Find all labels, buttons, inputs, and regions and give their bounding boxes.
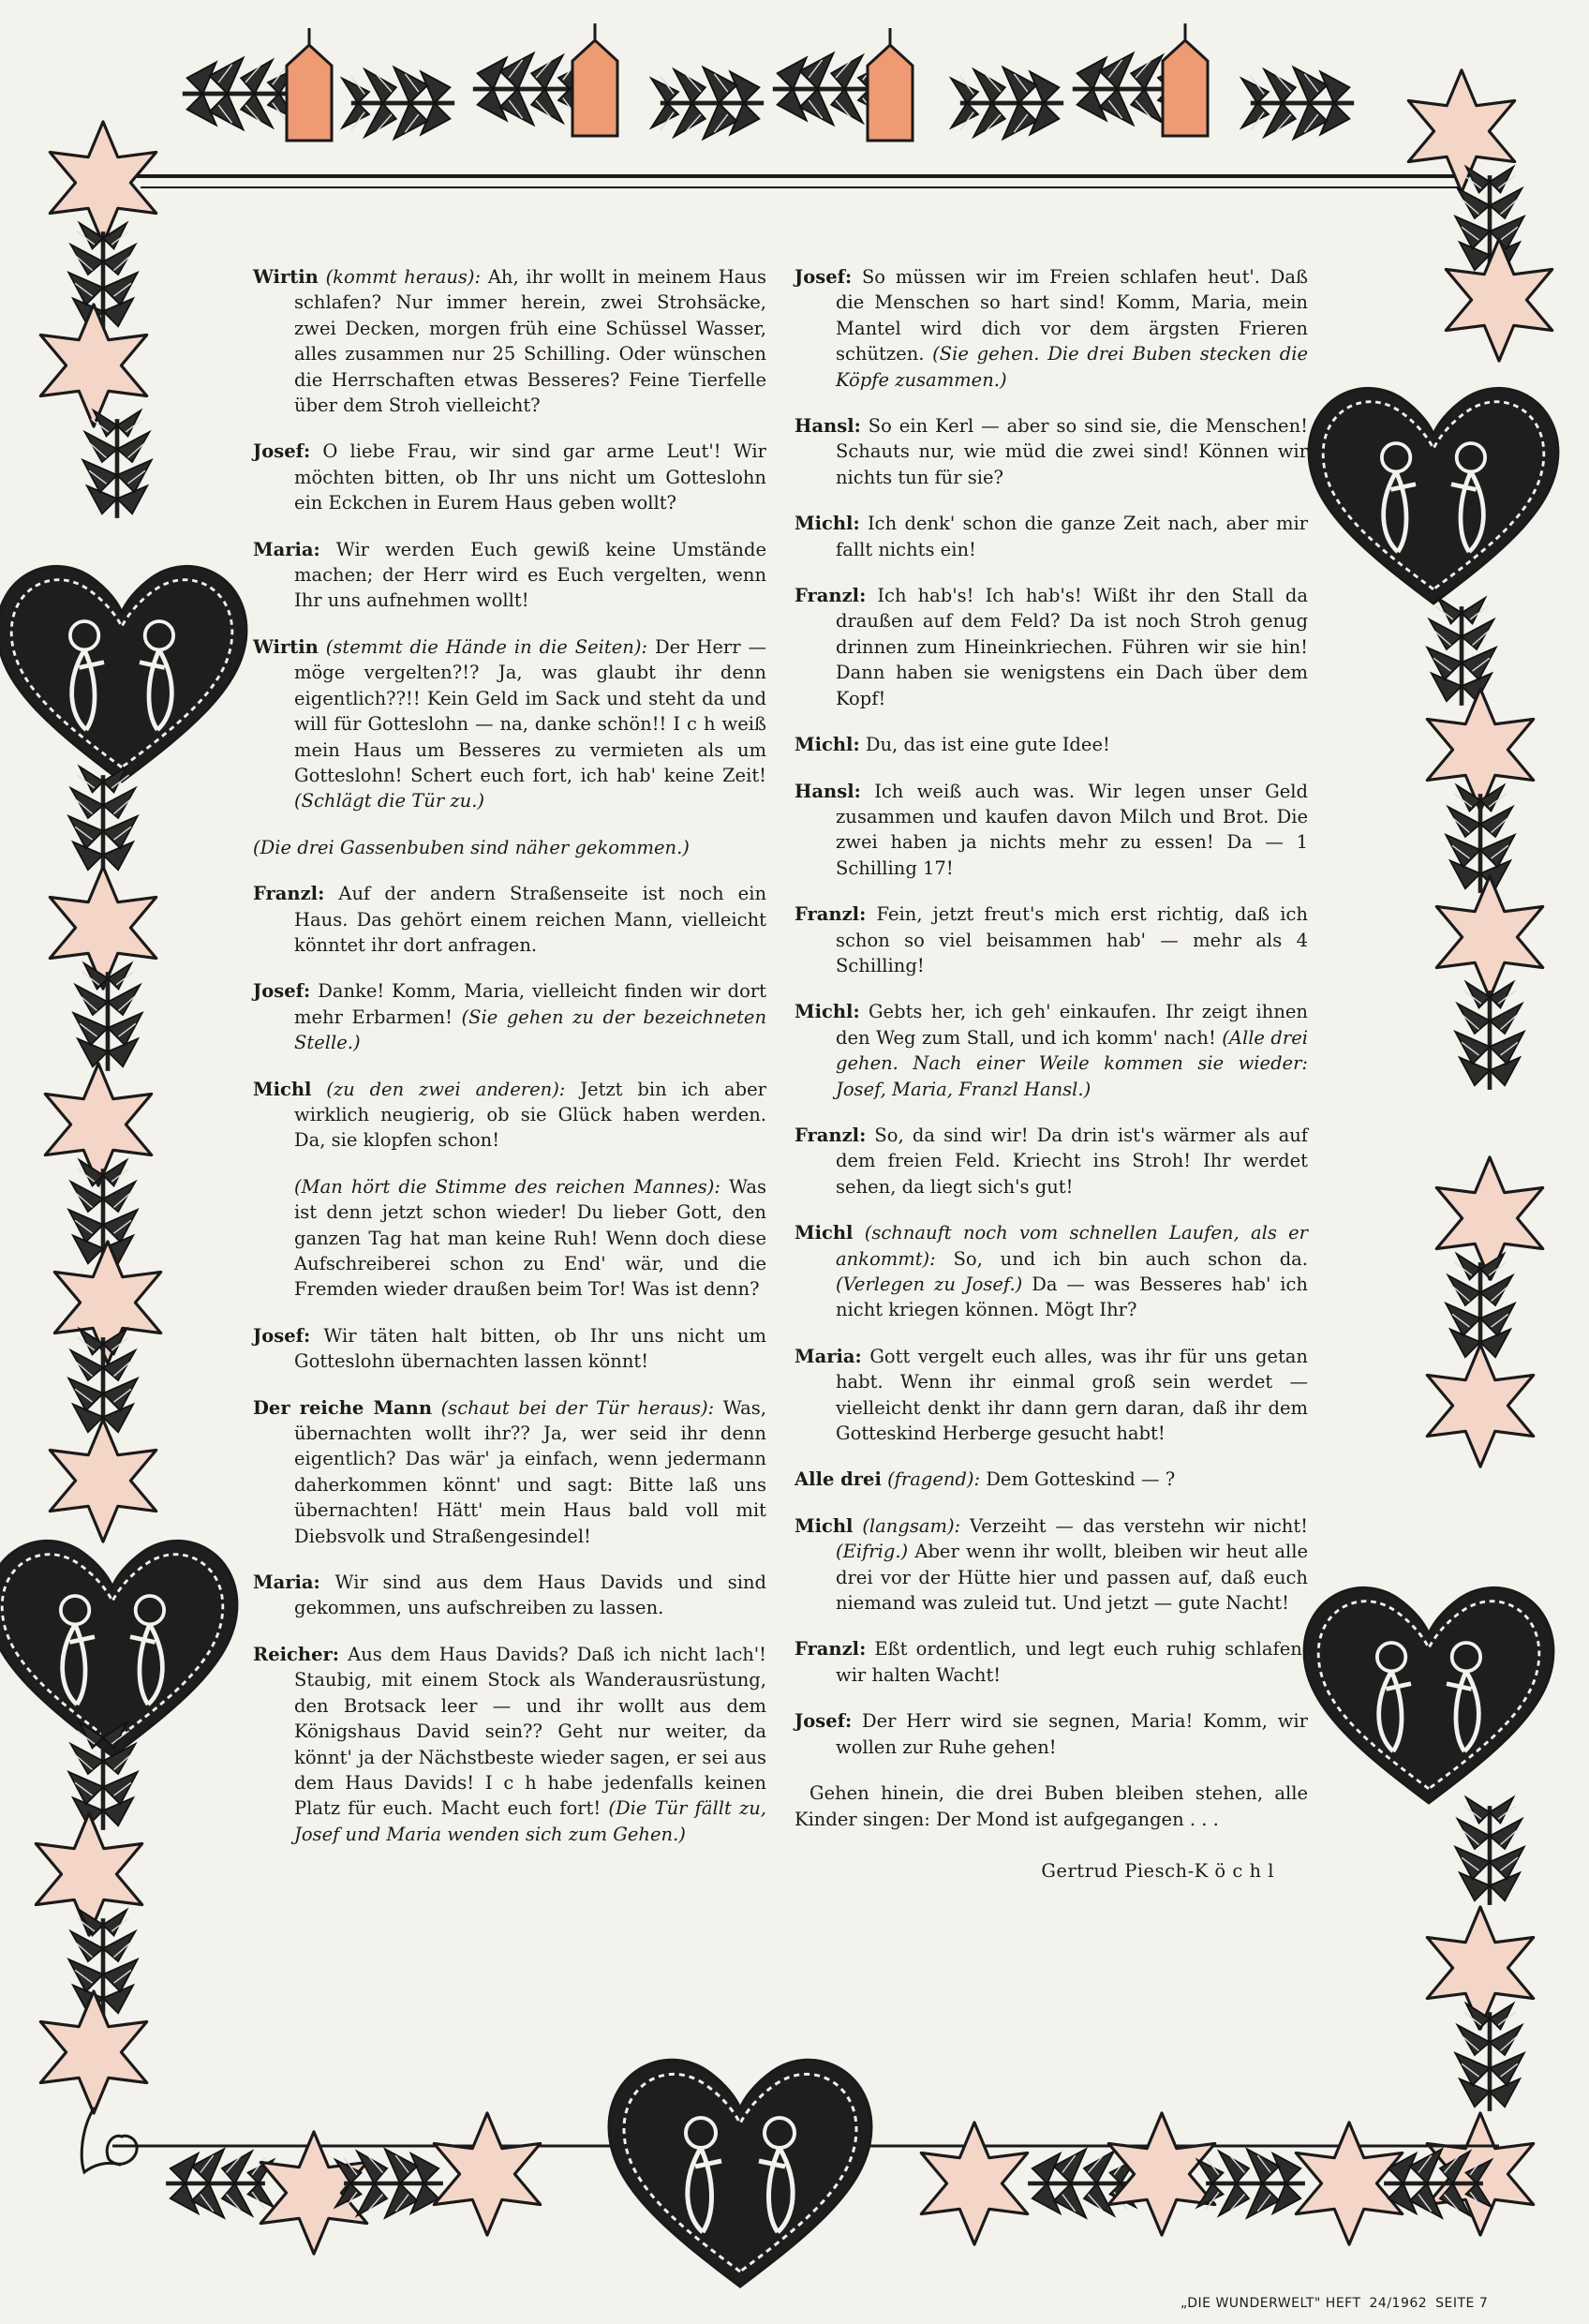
dialogue-paragraph	[253, 264, 766, 418]
speaker-name: Josef:	[253, 1324, 311, 1347]
stage-direction: (Sie gehen zu der bezeichneten Stelle.)	[294, 1006, 767, 1054]
spoken-text: Aus dem Haus Davids? Daß ich nicht lach'! Staubig, mit einem Stock als Wanderausrüstung, den Brotsack leer — und ihr wollt aus dem Königshaus David sein?? Geht nur weiter, da könnt' ja der Nächstbeste wieder sagen, er sei aus dem Haus Davids! I c h habe jedenfalls keinen Platz für euch. Macht euch fort!	[294, 1643, 767, 1820]
dialogue-paragraph	[794, 1123, 1308, 1199]
page-number: SEITE 7	[1435, 2296, 1489, 2311]
spoken-text: Ich hab's! Ich hab's! Wißt ihr den Stall da draußen auf dem Feld? Da ist noch Stroh genug drinnen zum Hineinkriechen. Führen wir sie hin! Dann haben sie wenigstens ein Dach über dem Kopf!	[836, 585, 1308, 709]
right-text-column	[794, 264, 1308, 1902]
speaker-name: Franzl:	[253, 883, 325, 905]
stage-direction: (schaut bei der Tür heraus):	[440, 1396, 715, 1419]
issue-number: 24/1962	[1369, 2296, 1428, 2311]
stage-direction: (Schlägt die Tür zu.)	[294, 790, 485, 812]
spoken-text: Du, das ist eine gute Idee!	[865, 734, 1110, 756]
stage-direction: (zu den zwei anderen):	[326, 1078, 566, 1100]
spoken-text: Eßt ordentlich, und legt euch ruhig schlafen, wir halten Wacht!	[836, 1638, 1309, 1686]
dialogue-paragraph	[794, 1344, 1308, 1447]
spoken-text: Der Herr — möge vergelten?!? Ja, was glaubt ihr denn eigentlich??!! Kein Geld im Sack und steht da und will für Gotteslohn — na, danke schön!! I c h weiß mein Haus um Besseres zu vermieten als um Gotteslohn! Schert euch fort, ich hab' keine Zeit!	[294, 635, 766, 786]
speaker-name: Alle drei	[794, 1468, 882, 1491]
speaker-name: Wirtin	[253, 635, 319, 658]
speaker-name: Franzl:	[794, 1124, 867, 1146]
speaker-name: Reicher:	[253, 1643, 339, 1665]
speaker-name: Franzl:	[794, 1638, 867, 1661]
dialogue-paragraph	[253, 1077, 766, 1154]
speaker-name: Maria:	[253, 538, 320, 560]
spoken-text: Was ist denn jetzt schon wieder! Du lieber Gott, den ganzen Tag hat man keine Ruh! Wenn doch diese Aufschreiberei schon zu End' wär, und die Fremden wieder draußen beim Tor! Was ist denn?	[294, 1175, 766, 1301]
speaker-name: Michl:	[794, 1001, 860, 1023]
dialogue-paragraph	[253, 537, 766, 614]
spoken-text: Wir sind aus dem Haus Davids und sind gekommen, uns aufschreiben zu lassen.	[294, 1572, 766, 1619]
dialogue-paragraph	[794, 779, 1308, 882]
dialogue-paragraph	[794, 1513, 1308, 1616]
spoken-text: Gott vergelt euch alles, was ihr für uns getan habt. Wenn ihr einmal groß sein werdet — vielleicht denkt ihr dann gern daran, daß ihr dem Gotteskind Herberge gesucht habt!	[836, 1345, 1308, 1445]
artist-monogram-icon	[66, 2099, 169, 2183]
stage-direction: (schnauft noch vom schnellen Laufen, als er ankommt):	[836, 1222, 1308, 1270]
closing-stage-note: Gehen hinein, die drei Buben bleiben stehen, alle Kinder singen: Der Mond ist aufgegangen . . .	[794, 1782, 1308, 1830]
spoken-text: So müssen wir im Freien schlafen heut'. Daß die Menschen so hart sind! Komm, Maria, mein Mantel wird dich vor dem ärgsten Frieren schützen.	[836, 266, 1309, 365]
dialogue-paragraph	[253, 1395, 766, 1549]
dialogue-paragraph	[253, 881, 766, 958]
stage-direction: (Sie gehen. Die drei Buben stecken die Köpfe zusammen.)	[836, 343, 1308, 391]
dialogue-paragraph	[794, 264, 1308, 393]
stage-direction: (Man hört die Stimme des reichen Mannes):	[294, 1175, 720, 1198]
magazine-name: „DIE WUNDERWELT" HEFT	[1181, 2296, 1361, 2311]
stage-direction: (Die Tür fällt zu, Josef und Maria wenden sich zum Gehen.)	[294, 1797, 766, 1845]
spoken-text: (Die drei Gassenbuben sind näher gekommen.)	[253, 836, 690, 858]
dialogue-paragraph	[794, 413, 1308, 490]
dialogue-paragraph	[253, 1174, 766, 1303]
spoken-text: Wir täten halt bitten, ob Ihr uns nicht um Gotteslohn übernachten lassen könnt!	[294, 1324, 766, 1373]
dialogue-paragraph	[794, 1708, 1308, 1760]
dialogue-paragraph	[794, 511, 1308, 562]
dialogue-paragraph	[253, 1323, 766, 1375]
stage-direction	[253, 835, 766, 860]
stage-direction: (Alle drei gehen. Nach einer Weile kommen sie wieder: Josef, Maria, Franzl Hansl.)	[836, 1026, 1309, 1100]
dialogue-paragraph	[794, 1220, 1308, 1323]
spoken-text: So, und ich bin auch schon da.	[953, 1247, 1309, 1270]
spoken-text: Der Herr wird sie segnen, Maria! Komm, wir wollen zur Ruhe gehen!	[836, 1710, 1308, 1758]
speaker-name: Michl:	[794, 734, 860, 756]
left-text-column	[253, 264, 766, 1868]
stage-direction: (kommt heraus):	[325, 266, 482, 288]
speaker-name: Josef:	[794, 266, 853, 288]
speaker-name: Josef:	[253, 440, 311, 463]
dialogue-paragraph	[794, 1467, 1308, 1492]
dialogue-paragraph	[794, 999, 1308, 1102]
speaker-name: Maria:	[794, 1345, 862, 1367]
spoken-text: Verzeiht — das verstehn wir nicht!	[969, 1514, 1309, 1537]
spoken-text: So ein Kerl — aber so sind sie, die Menschen! Schauts nur, wie müd die zwei sind! Können wir nichts tun für sie?	[836, 415, 1308, 488]
stage-direction: (Verlegen zu Josef.)	[836, 1274, 1023, 1295]
spoken-text: Ich weiß auch was. Wir legen unser Geld zusammen und kaufen davon Milch und Brot. Die zwei haben ja nichts mehr zu essen! Da — 1 Schilling 17!	[836, 780, 1308, 879]
speaker-name: Michl	[253, 1078, 312, 1100]
speaker-name: Josef:	[794, 1710, 853, 1733]
spoken-text: Ah, ihr wollt in meinem Haus schlafen? Nur immer herein, zwei Strohsäcke, zwei Decken, morgen früh eine Schüssel Wasser, alles zusammen nur 25 Schilling. Oder wünschen die Herrschaften etwas Besseres? Feine Tierfelle über dem Stroh vielleicht?	[294, 266, 766, 417]
dialogue-paragraph	[794, 732, 1308, 757]
spoken-text: Was, übernachten wollt ihr?? Ja, wer seid ihr denn eigentlich? Das wär' ja einfach, wenn jedermann daherkommen könnt' und sagt: Bitte laß uns übernachten! Hätt' mein Haus bald voll mit Diebsvolk und Straßengesindel!	[294, 1396, 766, 1547]
dialogue-paragraph	[794, 1636, 1308, 1688]
spoken-text: So, da sind wir! Da drin ist's wärmer als auf dem freien Feld. Kriecht ins Stroh! Ihr werdet sehen, da liegt sich's gut!	[836, 1124, 1308, 1198]
dialogue-paragraph	[253, 439, 766, 515]
dialogue-paragraph	[253, 634, 766, 814]
stage-direction: (Eifrig.)	[836, 1541, 909, 1563]
dialogue-paragraph	[253, 1570, 766, 1621]
spoken-text: O liebe Frau, wir sind gar arme Leut'! Wir möchten bitten, ob Ihr uns nicht um Gotteslohn ein Eckchen in Eurem Haus geben wollt?	[294, 440, 766, 514]
spoken-text: Aber wenn ihr wollt, bleiben wir heut alle drei vor der Hütte hier und passen auf, daß euch niemand was zuleid tut. Und jetzt — gute Nacht!	[836, 1541, 1308, 1615]
speaker-name: Josef:	[253, 980, 311, 1003]
stage-direction: (stemmt die Hände in die Seiten):	[325, 635, 648, 658]
dialogue-paragraph	[794, 583, 1308, 711]
spoken-text: Danke! Komm, Maria, vielleicht finden wir dort mehr Erbarmen!	[294, 980, 767, 1028]
speaker-name: Wirtin	[253, 266, 319, 288]
spoken-text: Ich denk' schon die ganze Zeit nach, aber mir fallt nichts ein!	[836, 513, 1308, 560]
spoken-text: Dem Gotteskind — ?	[986, 1468, 1176, 1491]
speaker-name: Michl	[794, 1514, 854, 1537]
page-footer	[1181, 2296, 1492, 2311]
speaker-name: Hansl:	[794, 780, 861, 802]
dialogue-paragraph	[253, 1642, 766, 1847]
speaker-name: Franzl:	[794, 585, 867, 607]
spoken-text: Gebts her, ich geh' einkaufen. Ihr zeigt ihnen den Weg zum Stall, und ich komm' nach!	[836, 1001, 1308, 1049]
speaker-name: Michl	[794, 1222, 854, 1244]
speaker-name: Michl:	[794, 513, 860, 535]
speaker-name: Hansl:	[794, 415, 861, 438]
spoken-text: Fein, jetzt freut's mich erst richtig, daß ich schon so viel beisammen hab' — mehr als 4 Schilling!	[836, 903, 1308, 976]
speaker-name: Maria:	[253, 1572, 320, 1594]
spoken-text: Jetzt bin ich aber wirklich neugierig, ob sie Glück haben werden. Da, sie klopfen schon!	[294, 1078, 766, 1152]
dialogue-paragraph	[794, 901, 1308, 978]
spoken-text: Da — was Besseres hab' ich nicht kriegen können. Mögt Ihr?	[836, 1274, 1308, 1321]
speaker-name: Franzl:	[794, 903, 867, 926]
speaker-name: Der reiche Mann	[253, 1396, 433, 1419]
stage-direction: (langsam):	[862, 1514, 961, 1537]
dialogue-paragraph	[253, 978, 766, 1055]
spoken-text: Auf der andern Straßenseite ist noch ein Haus. Das gehört einem reichen Mann, vielleicht könntet ihr dort anfragen.	[294, 883, 766, 956]
author-name: Gertrud Piesch-K ö c h l	[1041, 1859, 1274, 1882]
spoken-text: Wir werden Euch gewiß keine Umstände machen; der Herr wird es Euch vergelten, wenn Ihr uns aufnehmen wollt!	[294, 538, 766, 612]
stage-direction: (fragend):	[887, 1468, 981, 1491]
